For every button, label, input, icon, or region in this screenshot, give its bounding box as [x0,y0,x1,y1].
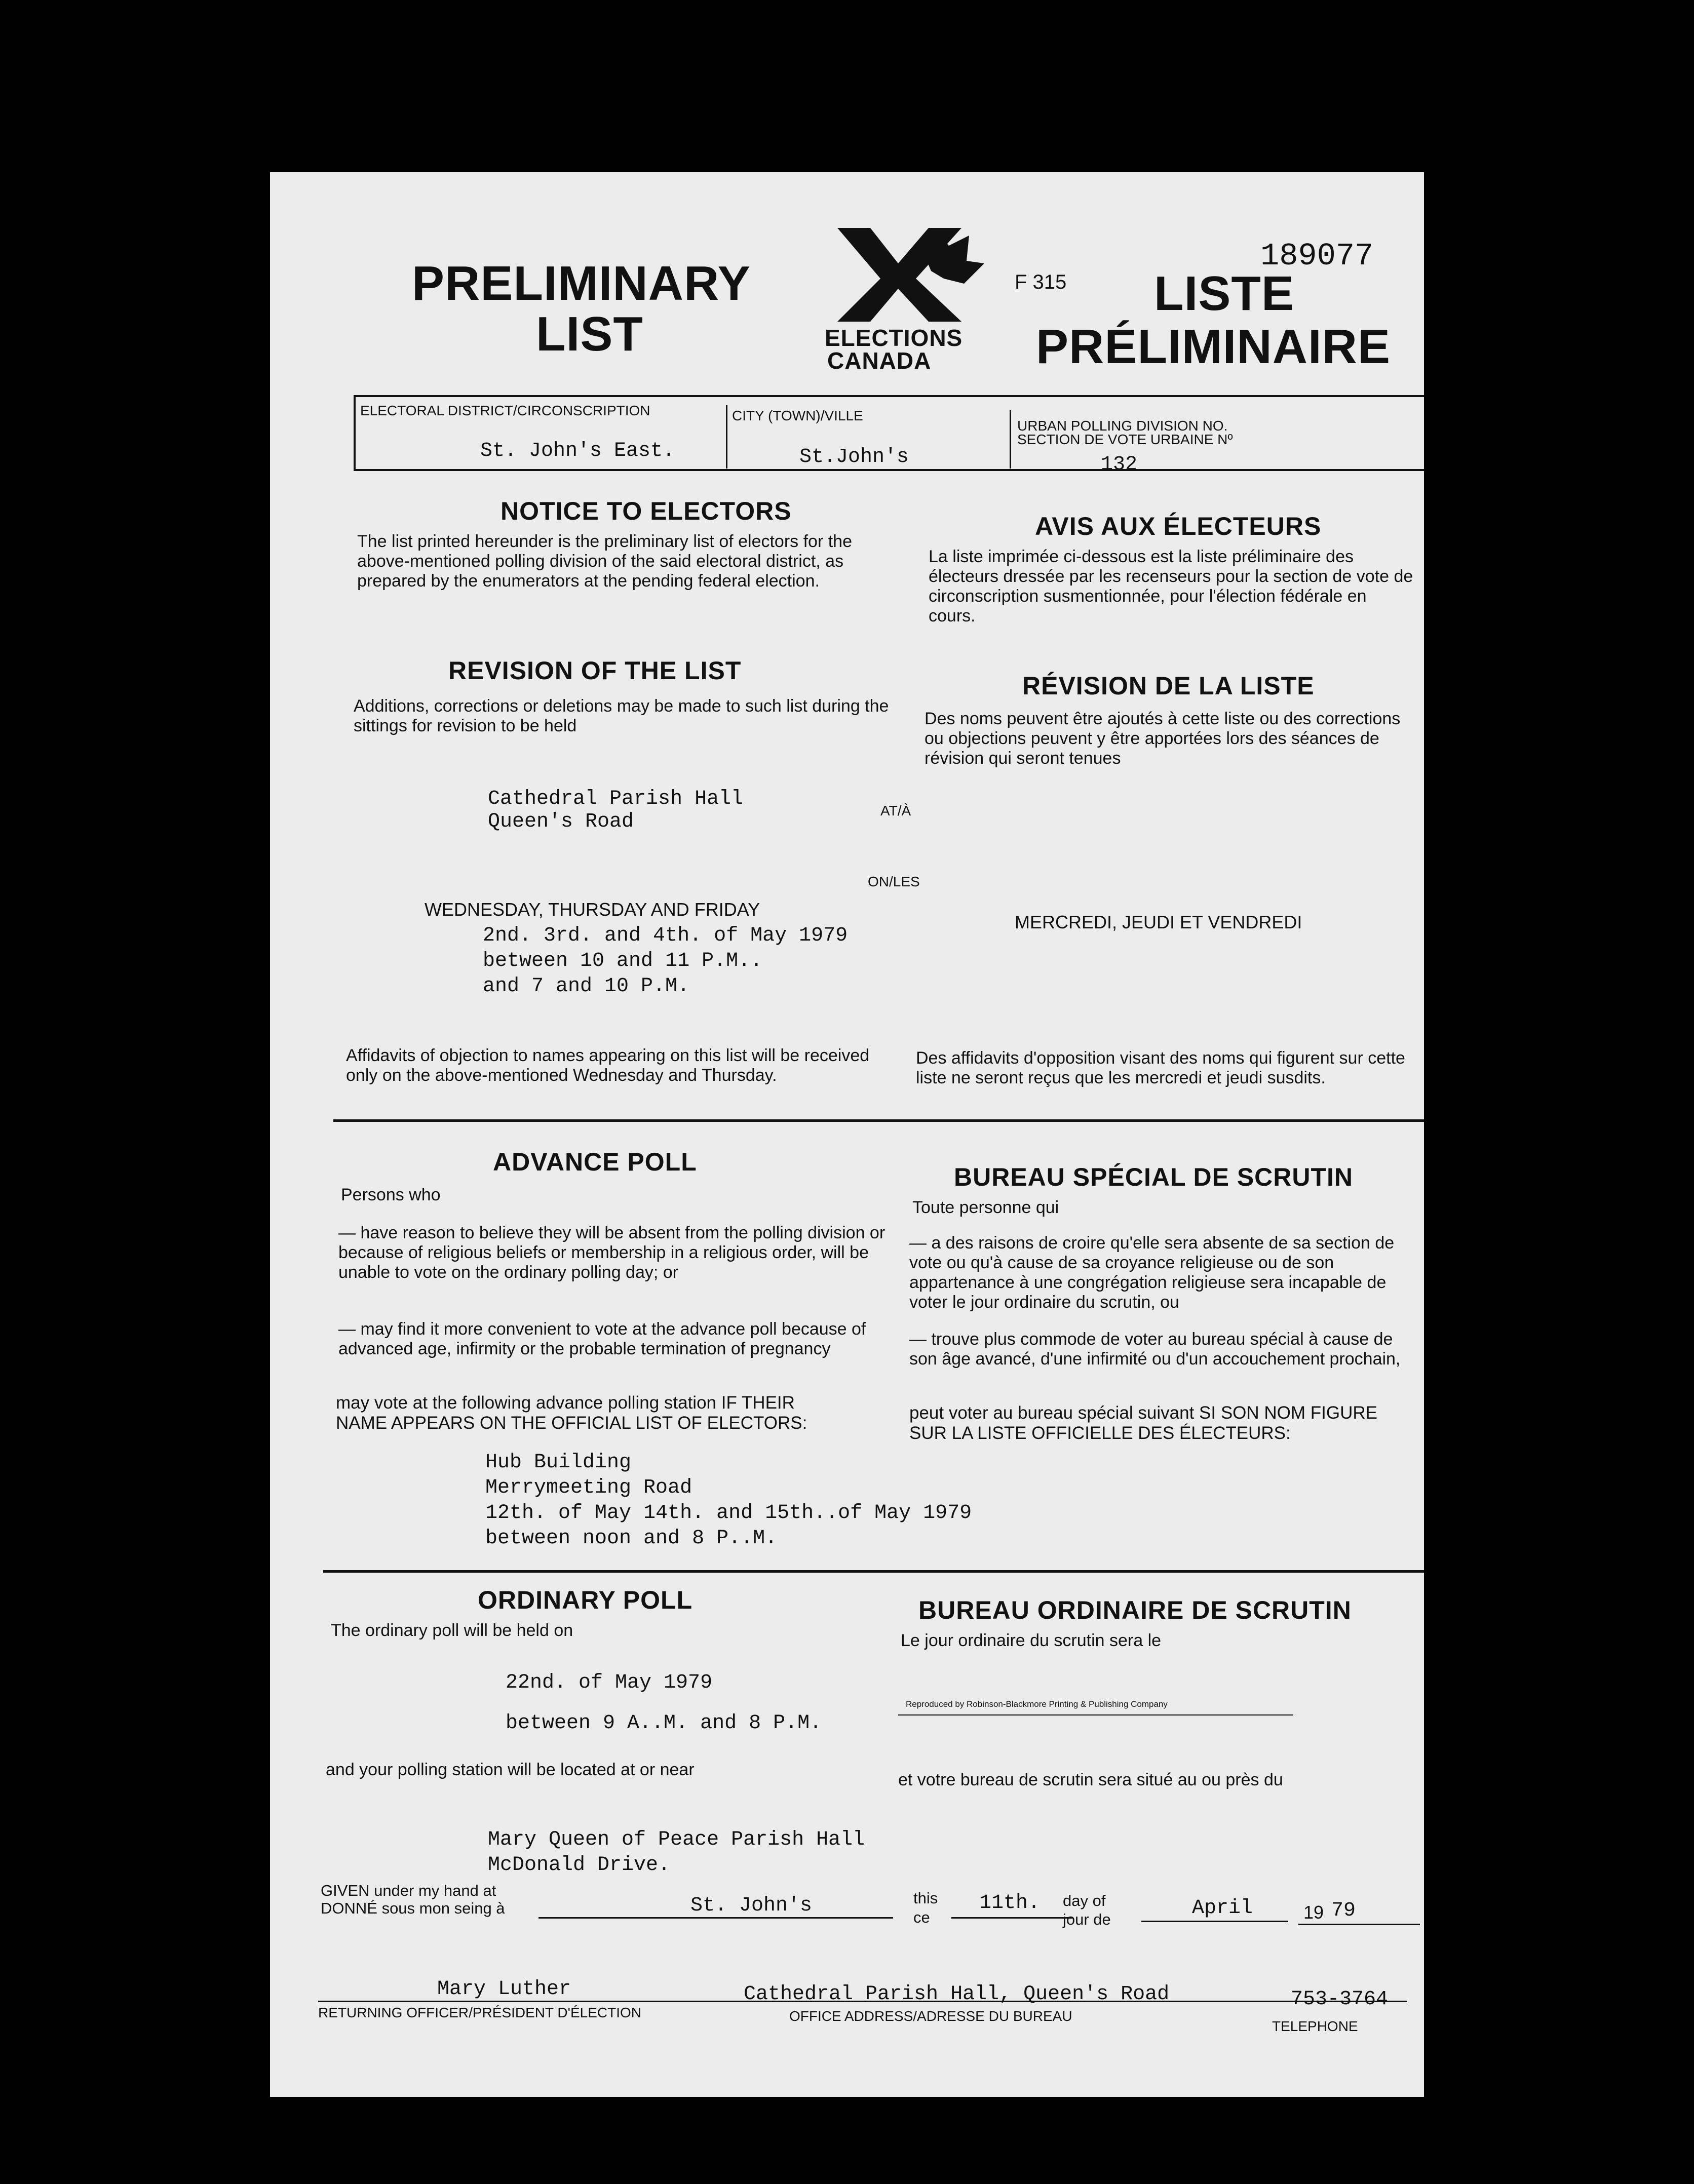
ordinary-date-line2: between 9 A..M. and 8 P.M. [506,1712,822,1735]
revision-place-line1: Cathedral Parish Hall [488,788,744,810]
revision-dates-line2: between 10 and 11 P.M.. [483,950,763,972]
this-label: this [913,1889,938,1907]
notice-heading-fr: AVIS AUX ÉLECTEURS [1035,512,1322,540]
notice-text-fr: La liste imprimée ci-dessous est la liste préliminaire des électeurs dressée par les recenseurs pour la section de vote de circonscription susmentionnée, pour l'élection fédérale en cours. [929,547,1413,626]
advance-item1-en: — have reason to believe they will be absent from the polling division or because of religious beliefs or membership in a religious order, will be unable to vote on the ordinary polling day; or [338,1223,885,1282]
office-label: OFFICE ADDRESS/ADRESSE DU BUREAU [789,2008,1072,2024]
jour-de-label: jour de [1063,1910,1111,1928]
officer-label: RETURNING OFFICER/PRÉSIDENT D'ÉLECTION [318,2005,641,2020]
section-divider [333,1119,1424,1122]
revision-days-en: WEDNESDAY, THURSDAY AND FRIDAY [425,899,760,920]
day-of-label: day of [1063,1892,1106,1909]
held-on-en: The ordinary poll will be held on [331,1621,573,1640]
advance-station-line2: Merrymeeting Road [485,1476,692,1499]
district-label: ELECTORAL DISTRICT/CIRCONSCRIPTION [360,403,650,418]
revision-days-fr: MERCREDI, JEUDI ET VENDREDI [1015,912,1302,932]
toute-personne: Toute personne qui [912,1198,1059,1217]
year-prefix: 19 [1303,1902,1324,1923]
city-value: St.John's [799,446,909,469]
section-divider [323,1570,1424,1573]
revision-place-line2: Queen's Road [488,810,634,833]
revision-text-fr: Des noms peuvent être ajoutés à cette liste ou des corrections ou objections peuvent y être apportées lors des séances de révision qui seront tenues [925,709,1401,768]
office-address: Cathedral Parish Hall, Queen's Road [744,1983,1170,2006]
revision-text-en: Additions, corrections or deletions may be made to such list during the sittings for revision to be held [354,696,889,735]
logo-line1: ELECTIONS [825,325,963,351]
year-suffix: 79 [1331,1899,1356,1922]
affidavit-text-en: Affidavits of objection to names appearing on this list will be received only on the above-mentioned Wednesday and Thursday. [346,1046,870,1085]
given-place: St. John's [690,1894,813,1917]
advance-station-line1: Hub Building [485,1451,632,1474]
revision-heading-fr: RÉVISION DE LA LISTE [1022,672,1315,700]
held-on-fr: Le jour ordinaire du scrutin sera le [901,1631,1162,1650]
telephone-value: 753-3764 [1291,1988,1389,2011]
may-vote-line2: NAME APPEARS ON THE OFFICIAL LIST OF ELECTORS: [336,1413,807,1433]
ordinary-heading-en: ORDINARY POLL [478,1586,693,1614]
given-month: April [1192,1897,1253,1920]
ordinary-date-line1: 22nd. of May 1979 [506,1671,713,1694]
logo-line2: CANADA [827,347,932,374]
notice-heading-en: NOTICE TO ELECTORS [500,497,792,525]
advance-item2-fr: — trouve plus commode de voter au bureau spécial à cause de son âge avancé, d'une infirmité ou d'un accouchement prochain, [909,1330,1401,1369]
on-label: ON/LES [868,874,920,889]
notice-text-en: The list printed hereunder is the preliminary list of electors for the above-mentioned polling division of the said electoral district, as prepared by the enumerators at the pending federal election. [357,532,853,591]
title-en-line1: PRELIMINARY [412,256,751,310]
at-label: AT/À [880,803,911,818]
district-value: St. John's East. [480,440,675,462]
advance-item2-en: — may find it more convenient to vote at the advance poll because of advanced age, infirmity or the probable termination of pregnancy [338,1319,866,1358]
division-value: 132 [1101,453,1138,476]
revision-dates-line3: and 7 and 10 P.M. [483,975,690,998]
ce-label: ce [913,1908,930,1926]
form-code: F 315 [1015,271,1067,293]
persons-who: Persons who [341,1185,441,1204]
affidavit-text-fr: Des affidavits d'opposition visant des noms qui figurent sur cette liste ne seront reçus que les mercredi et jeudi susdits. [916,1048,1405,1087]
telephone-label: TELEPHONE [1272,2018,1358,2034]
revision-dates-line1: 2nd. 3rd. and 4th. of May 1979 [483,924,848,947]
serial-number: 189077 [1260,238,1374,274]
printer-credit: Reproduced by Robinson-Blackmore Printing & Publishing Company [906,1699,1168,1709]
advance-station-line3: 12th. of May 14th. and 15th..of May 1979 [485,1502,972,1525]
given-line2: DONNÉ sous mon seing à [321,1899,505,1917]
officer-name: Mary Luther [437,1978,571,2001]
located-fr: et votre bureau de scrutin sera situé au ou près du [898,1770,1283,1789]
title-fr-line1: LISTE [1154,266,1295,321]
ordinary-station-line1: Mary Queen of Peace Parish Hall [488,1828,865,1851]
advance-station-line4: between noon and 8 P..M. [485,1527,778,1550]
given-line1: GIVEN under my hand at [321,1882,496,1899]
located-en: and your polling station will be located at or near [326,1760,695,1779]
advance-item1-fr: — a des raisons de croire qu'elle sera absente de sa section de vote ou qu'à cause de sa croyance religieuse ou de son appartenance à une congrégation religieuse sera incapable de voter le jour ordinaire du scrutin, ou [909,1233,1395,1312]
advance-heading-en: ADVANCE POLL [493,1148,697,1176]
ordinary-heading-fr: BUREAU ORDINAIRE DE SCRUTIN [918,1596,1352,1624]
peut-voter-line2: SUR LA LISTE OFFICIELLE DES ÉLECTEURS: [909,1423,1291,1443]
ordinary-station-line2: McDonald Drive. [488,1854,671,1877]
city-label: CITY (TOWN)/VILLE [732,408,863,423]
may-vote-line1: may vote at the following advance polling station IF THEIR [336,1393,795,1413]
division-label-1: URBAN POLLING DIVISION NO. [1017,418,1228,434]
given-day: 11th. [979,1892,1041,1915]
election-notice-form [270,172,1424,2097]
peut-voter-line1: peut voter au bureau spécial suivant SI SON NOM FIGURE [909,1403,1377,1423]
advance-heading-fr: BUREAU SPÉCIAL DE SCRUTIN [954,1163,1354,1191]
title-en-line2: LIST [536,307,643,361]
maple-leaf-x-logo [822,223,989,324]
title-fr-line2: PRÉLIMINAIRE [1036,320,1391,374]
revision-heading-en: REVISION OF THE LIST [448,656,742,685]
division-label-2: SECTION DE VOTE URBAINE Nº [1017,432,1233,447]
